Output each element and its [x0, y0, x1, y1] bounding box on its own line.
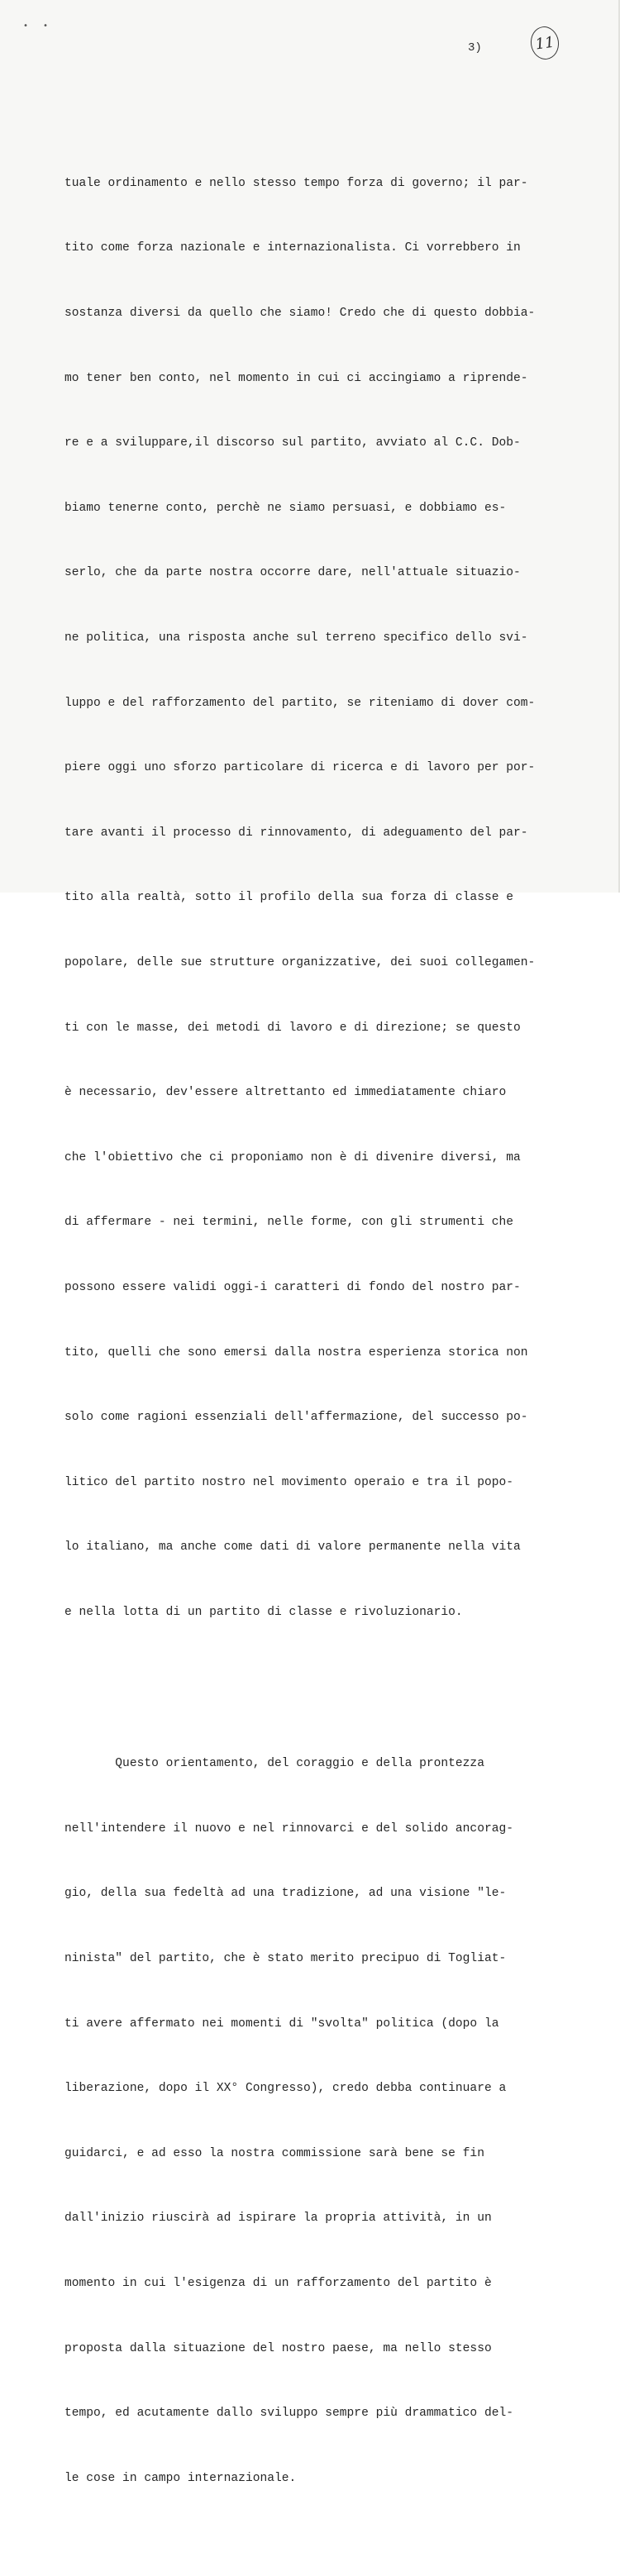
text-line: solo come ragioni essenziali dell'affermazione, del successo po- — [64, 1411, 528, 1425]
text-line: piere oggi uno sforzo particolare di ricerca e di lavoro per por- — [64, 761, 536, 775]
text-line: tito come forza nazionale e internazionalista. Ci vorrebbero in — [64, 241, 521, 255]
text-line: litico del partito nostro nel movimento operaio e tra il popo- — [64, 1475, 513, 1489]
text-line: e nella lotta di un partito di classe e rivoluzionario. — [64, 1605, 463, 1619]
text-line: liberazione, dopo il XX° Congresso), credo debba continuare a — [64, 2082, 507, 2096]
text-line: sostanza diversi da quello che siamo! Credo che di questo dobbia- — [64, 307, 536, 320]
text-line: biamo tenerne conto, perchè ne siamo persuasi, e dobbiamo es- — [64, 501, 507, 515]
text-line: tare avanti il processo di rinnovamento, di adeguamento del par- — [64, 826, 528, 840]
text-line: tuale ordinamento e nello stesso tempo forza di governo; il par- — [64, 176, 528, 190]
text-line: le cose in campo internazionale. — [64, 2471, 297, 2485]
text-line: tempo, ed acutamente dallo sviluppo sempre più drammatico del- — [64, 2407, 513, 2421]
text-line: momento in cui l'esigenza di un rafforzamento del partito è — [64, 2277, 492, 2291]
paragraph-1 — [64, 129, 560, 1666]
text-line: ti avere affermato nei momenti di "svolta" politica (dopo la — [64, 2017, 499, 2031]
text-line: di affermare - nei termini, nelle forme, con gli strumenti che — [64, 1216, 513, 1230]
text-line: è necessario, dev'essere altrettanto ed immediatamente chiaro — [64, 1086, 507, 1100]
page-number: 3) — [468, 41, 482, 55]
text-line: che l'obiettivo che ci proponiamo non è di divenire diversi, ma — [64, 1150, 521, 1164]
handwritten-folio-number: 11 — [528, 25, 560, 61]
text-line: ninista" del partito, che è stato merito precipuo di Togliat- — [64, 1952, 507, 1966]
paragraph-2 — [64, 1710, 560, 2533]
text-line: guidarci, e ad esso la nostra commissione sarà bene se fin — [64, 2146, 484, 2160]
text-line: ti con le masse, dei metodi di lavoro e di direzione; se questo — [64, 1021, 521, 1035]
text-line: serlo, che da parte nostra occorre dare, nell'attuale situazio- — [64, 566, 521, 580]
text-line: tito, quelli che sono emersi dalla nostra esperienza storica non — [64, 1345, 528, 1359]
text-line: lo italiano, ma anche come dati di valore permanente nella vita — [64, 1540, 521, 1555]
text-line: ne politica, una risposta anche sul terreno specifico dello svi- — [64, 631, 528, 645]
text-line: dall'inizio riuscirà ad ispirare la propria attività, in un — [64, 2212, 492, 2226]
text-line: re e a sviluppare,il discorso sul partito, avviato al C.C. Dob- — [64, 436, 521, 450]
text-line: Questo orientamento, del coraggio e della prontezza — [64, 1757, 484, 1771]
text-line: tito alla realtà, sotto il profilo della sua forza di classe e — [64, 891, 513, 905]
typed-body-text — [64, 86, 560, 2576]
text-line: nell'intendere il nuovo e nel rinnovarci e del solido ancorag- — [64, 1821, 513, 1836]
text-line: luppo e del rafforzamento del partito, se riteniamo di dover com- — [64, 696, 536, 710]
margin-specks: • • — [23, 21, 54, 31]
text-line: possono essere validi oggi-i caratteri di fondo del nostro par- — [64, 1280, 521, 1294]
text-line: gio, della sua fedeltà ad una tradizione, ad una visione "le- — [64, 1887, 507, 1901]
text-line: mo tener ben conto, nel momento in cui ci accingiamo a riprende- — [64, 371, 528, 385]
text-line: proposta dalla situazione del nostro paese, ma nello stesso — [64, 2341, 492, 2355]
text-line: popolare, delle sue strutture organizzative, dei suoi collegamen- — [64, 955, 536, 969]
